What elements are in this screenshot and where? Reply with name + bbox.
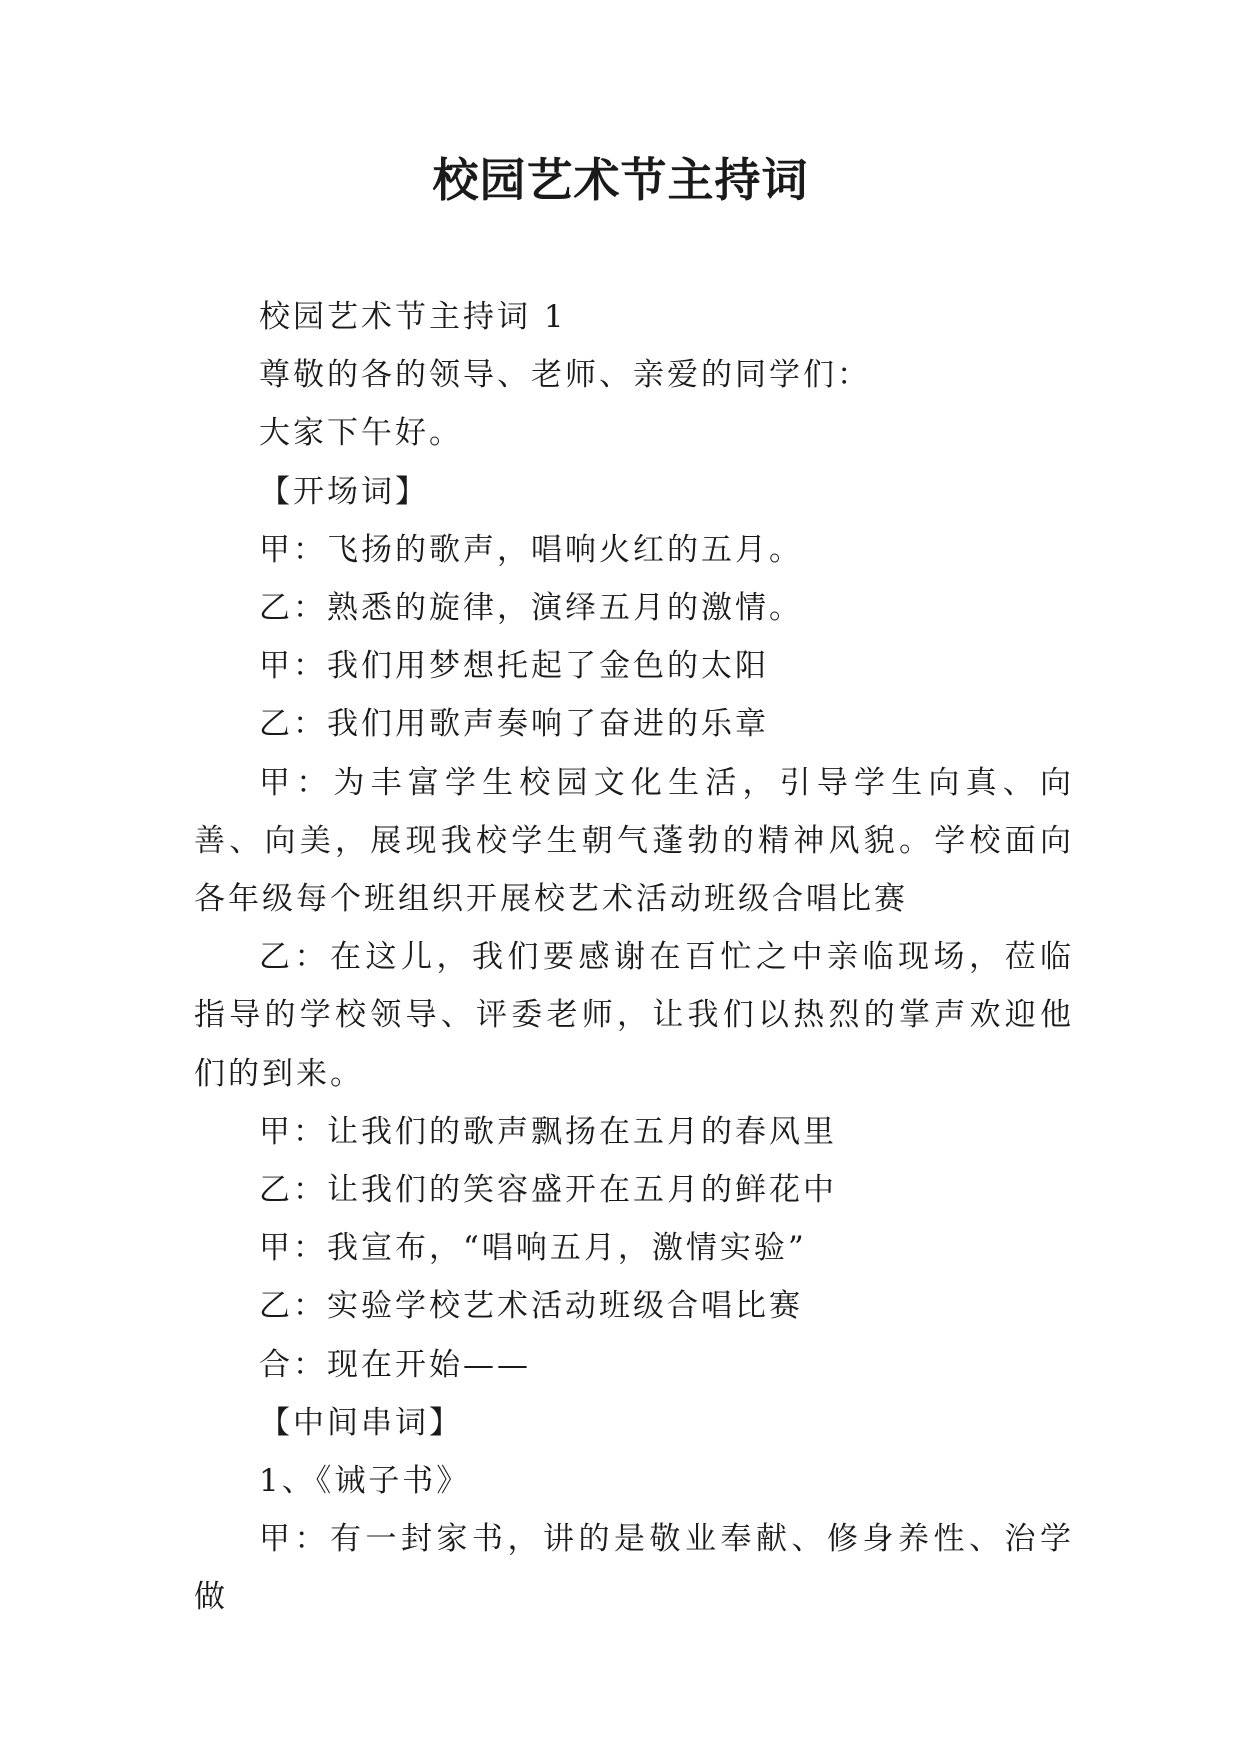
- paragraph: 合：现在开始——: [259, 1346, 531, 1383]
- paragraph: 尊敬的各的领导、老师、亲爱的同学们：: [259, 357, 871, 394]
- paragraph: 乙：我们用歌声奏响了奋进的乐章: [259, 706, 769, 743]
- paragraph: 【中间串词】: [259, 1404, 463, 1441]
- paragraph: 甲：为丰富学生校园文化生活，引导学生向真、向善、向美，展现我校学生朝气蓬勃的精神风貌。学校面向各年级每个班组织开展校艺术活动班级合唱比赛: [194, 764, 1074, 918]
- paragraph: 乙：熟悉的旋律，演绎五月的激情。: [259, 590, 803, 627]
- paragraph: 甲：让我们的歌声飘扬在五月的春风里: [259, 1113, 837, 1150]
- paragraph: 甲：有一封家书，讲的是敬业奉献、修身养性、治学做: [194, 1521, 1074, 1616]
- paragraph: 甲：我宣布，“唱响五月，激情实验”: [259, 1230, 807, 1267]
- paragraph: 甲：我们用梦想托起了金色的太阳: [259, 648, 769, 685]
- paragraph: 1、《诫子书》: [259, 1463, 471, 1500]
- paragraph: 乙：实验学校艺术活动班级合唱比赛: [259, 1288, 803, 1325]
- paragraph: 乙：让我们的笑容盛开在五月的鲜花中: [259, 1172, 837, 1209]
- paragraph: 校园艺术节主持词 1: [259, 299, 567, 335]
- document-body: [194, 288, 1074, 1627]
- paragraph: 大家下午好。: [259, 415, 463, 452]
- document-title: 校园艺术节主持词: [432, 153, 809, 207]
- paragraph: 乙：在这儿，我们要感谢在百忙之中亲临现场，莅临指导的学校领导、评委老师，让我们以热烈的掌声欢迎他们的到来。: [194, 939, 1074, 1092]
- paragraph: 甲：飞扬的歌声，唱响火红的五月。: [259, 531, 803, 568]
- paragraph: 【开场词】: [259, 473, 429, 510]
